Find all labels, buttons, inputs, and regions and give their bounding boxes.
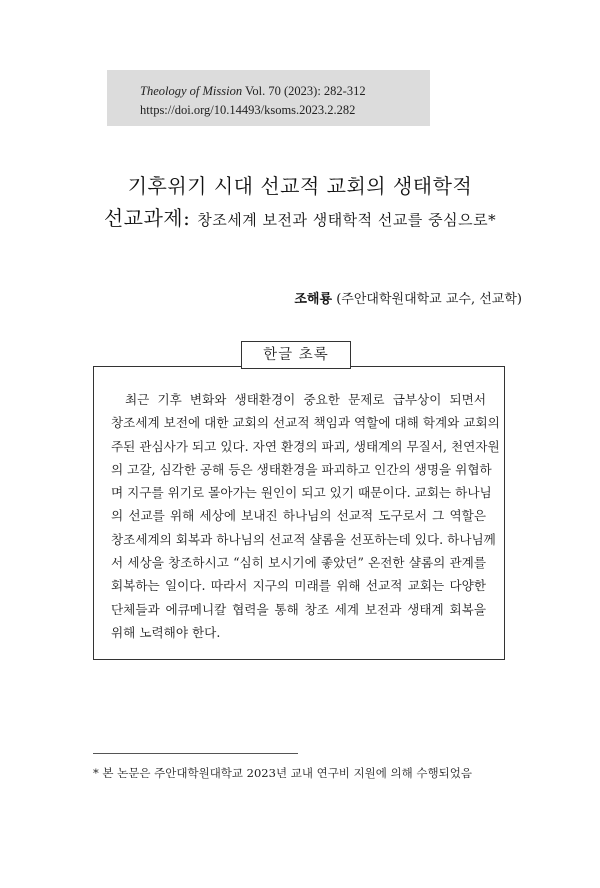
paper-title-line-1: 기후위기 시대 선교적 교회의 생태학적 bbox=[127, 174, 473, 198]
journal-citation: Vol. 70 (2023): 282-312 bbox=[245, 84, 366, 98]
abstract-label: 한글 초록 bbox=[241, 341, 351, 369]
footnote: * 본 논문은 주안대학원대학교 2023년 교내 연구비 지원에 의해 수행되었음 bbox=[93, 766, 472, 780]
abstract-line: 위해 노력해야 한다. bbox=[111, 624, 221, 640]
abstract-text bbox=[111, 388, 500, 644]
paper-title-line-2 bbox=[0, 202, 600, 231]
abstract-line: 회복하는 일이다. 따라서 지구의 미래를 위해 선교적 교회는 다양한 bbox=[111, 578, 486, 594]
footnote-divider bbox=[93, 753, 298, 754]
abstract-line: 서 세상을 창조하시고 “심히 보시기에 좋았던” 온전한 샬롬의 관계를 bbox=[111, 555, 486, 571]
abstract-line: 최근 기후 변화와 생태환경이 중요한 문제로 급부상이 되면서 bbox=[125, 392, 486, 407]
paper-subtitle: 창조세계 보전과 생태학적 선교를 중심으로* bbox=[197, 211, 497, 229]
abstract-line: 창조세계 보전에 대한 교회의 선교적 책임과 역할에 대해 학계와 교회의 bbox=[111, 415, 500, 431]
abstract-line: 주된 관심사가 되고 있다. 자연 환경의 파괴, 생태계의 무질서, 천연자원 bbox=[111, 438, 500, 454]
author-name: 조해룡 bbox=[294, 292, 333, 307]
journal-name: Theology of Mission bbox=[140, 84, 243, 98]
author-affiliation: (주안대학원대학교 교수, 선교학) bbox=[336, 292, 522, 307]
abstract-line: 의 고갈, 심각한 공해 등은 생태환경을 파괴하고 인간의 생명을 위협하 bbox=[111, 461, 492, 477]
abstract-line: 창조세계의 회복과 하나님의 선교적 샬롬을 선포하는데 있다. 하나님께 bbox=[111, 531, 496, 547]
doi-link[interactable]: https://doi.org/10.14493/ksoms.2023.2.282 bbox=[140, 103, 356, 117]
abstract-line: 며 지구를 위기로 몰아가는 원인이 되고 있기 때문이다. 교회는 하나님 bbox=[111, 485, 492, 501]
journal-citation-line bbox=[140, 82, 430, 101]
paper-title-main: 선교과제: bbox=[103, 206, 191, 230]
journal-info-box bbox=[107, 70, 430, 126]
author-line bbox=[294, 288, 522, 307]
abstract-line: 단체들과 에큐메니칼 협력을 통해 창조 세계 보전과 생태계 회복을 bbox=[111, 601, 486, 617]
abstract-line: 의 선교를 위해 세상에 보내진 하나님의 선교적 도구로서 그 역할은 bbox=[111, 508, 486, 524]
